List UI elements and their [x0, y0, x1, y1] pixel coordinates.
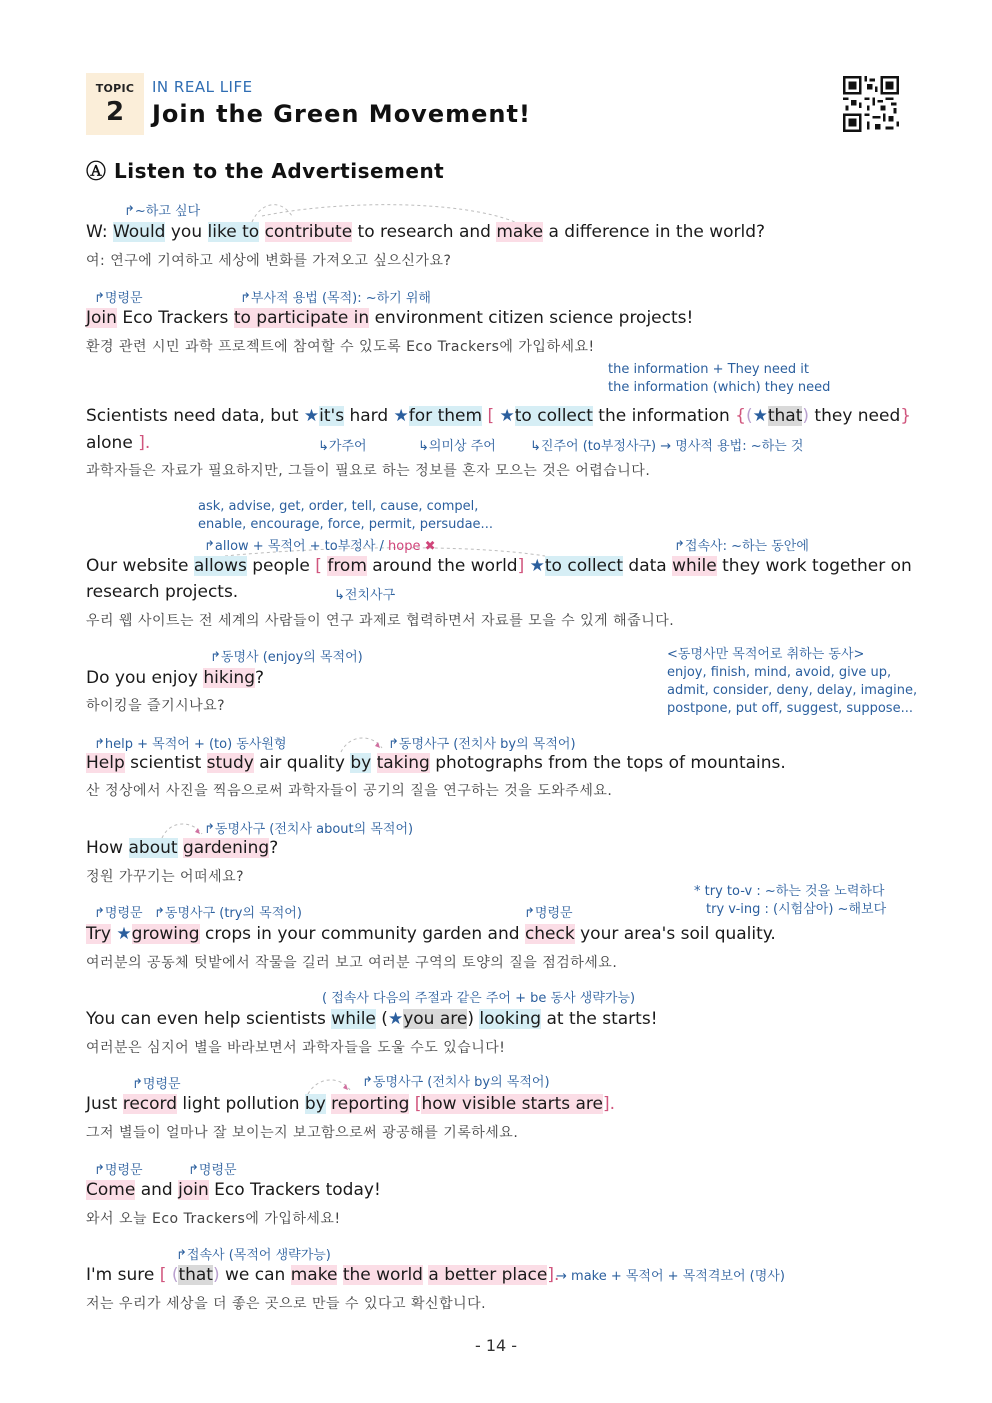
hl-about: about	[128, 838, 178, 858]
hl-its: it's	[319, 406, 345, 426]
paren-open: (	[745, 406, 753, 426]
star-icon: ★	[116, 924, 132, 944]
translation-10: 그저 별들이 얼마나 잘 보이는지 보고함으로써 광공해를 기록하세요.	[86, 1125, 519, 1141]
hl-study: study	[206, 753, 254, 773]
brace-open: {	[735, 406, 746, 426]
note-would-like: ↱~하고 싶다	[124, 204, 201, 219]
section-title: Listen to the Advertisement	[113, 159, 445, 183]
star-icon: ★	[752, 406, 768, 426]
note-imperative: ↱명령문	[94, 1163, 143, 1178]
sentence-3-cont	[86, 433, 150, 453]
note-gerund-enjoy: ↱동명사 (enjoy의 목적어)	[210, 650, 363, 665]
text: Do you enjoy	[86, 668, 204, 688]
translation-3: 과학자들은 자료가 필요하지만, 그들이 필요로 하는 정보를 혼자 모으는 것은 어렵습니다.	[86, 463, 651, 479]
text: we can	[219, 1265, 291, 1285]
note-imperative: ↱명령문	[94, 291, 143, 306]
hl-gardening: gardening	[182, 838, 270, 858]
hl-for-them: for them	[408, 406, 483, 426]
bracket-open: [	[315, 556, 322, 576]
cross-icon: ✖	[424, 539, 436, 554]
note-conjunction-that: ↱접속사 (목적어 생략가능)	[176, 1248, 331, 1263]
note-gerund-by: ↱동명사구 (전치사 by의 목적어)	[362, 1075, 550, 1090]
note-make-pattern: → make + 목적어 + 목적격보어 (명사)	[556, 1269, 785, 1284]
hl-join: Join	[86, 308, 117, 328]
hl-while: while	[331, 1009, 376, 1029]
translation-6: 산 정상에서 사진을 찍음으로써 과학자들이 공기의 질을 연구하는 것을 도와주세요.	[86, 783, 613, 799]
hl-better-place: a better place	[428, 1265, 548, 1285]
hl-you-are: you are	[403, 1009, 468, 1029]
gerund-box-line-1: enjoy, finish, mind, avoid, give up,	[667, 665, 892, 680]
note-imperative: ↱명령문	[188, 1163, 237, 1178]
hl-the-world: the world	[342, 1265, 423, 1285]
hl-taking: taking	[376, 753, 430, 773]
hl-from: from	[327, 556, 367, 576]
hl-looking: looking	[479, 1009, 542, 1029]
sentence-4	[86, 556, 912, 576]
hl-would: Would	[112, 222, 166, 242]
hl-try: Try	[86, 924, 111, 944]
bracket-open: [	[414, 1094, 422, 1114]
arrow-like-make	[262, 205, 515, 222]
note-verbs-2: enable, encourage, force, permit, persudae...	[198, 517, 493, 532]
bracket-open: [	[487, 406, 495, 426]
page-number: - 14 -	[474, 1336, 518, 1355]
sentence-1	[86, 222, 765, 242]
text: you	[165, 222, 208, 242]
gerund-verbs-box	[667, 646, 917, 718]
paren-close: )	[802, 406, 810, 426]
bracket-open: [	[159, 1265, 167, 1285]
note-try-ing: try v-ing : (시험삼아) ~해보다	[706, 902, 887, 917]
translation-7: 정원 가꾸기는 어떠세요?	[86, 869, 245, 885]
text	[371, 753, 376, 773]
note-dummy-subject: ↳가주어	[318, 439, 367, 454]
hl-help: Help	[86, 753, 125, 773]
bracket-close: ]	[517, 556, 525, 576]
hl-make: make	[496, 222, 544, 242]
text: (	[381, 1009, 388, 1029]
text: to research and	[352, 222, 497, 242]
sentence-6	[86, 753, 786, 773]
text: ↱allow + 목적어 + to부정사 /	[204, 539, 389, 554]
hl-while: while	[672, 556, 717, 576]
hl-join: join	[178, 1180, 209, 1200]
sentence-10	[86, 1094, 615, 1114]
text: data	[623, 556, 673, 576]
note-help-pattern: ↱help + 목적어 + (to) 동사원형	[94, 737, 287, 752]
arrow-by-reporting	[308, 1080, 350, 1094]
text: hard	[344, 406, 394, 426]
hl-that: that	[767, 406, 803, 426]
note-relative-2: the information (which) they need	[608, 380, 831, 395]
text: Eco Trackers	[116, 308, 234, 328]
hl-allows: allows	[193, 556, 247, 576]
note-imperative: ↱명령문	[524, 906, 573, 921]
text: your area's soil quality.	[574, 924, 776, 944]
hl-contribute: contribute	[264, 222, 353, 242]
hl-growing: growing	[131, 924, 200, 944]
topic-label: TOPIC	[95, 82, 135, 95]
text: the information	[592, 406, 736, 426]
gerund-box-title: <동명사만 목적어로 취하는 동사>	[667, 647, 865, 662]
text: Just	[86, 1094, 123, 1114]
star-icon: ★	[393, 406, 409, 426]
note-verbs-1: ask, advise, get, order, tell, cause, compel,	[198, 499, 479, 514]
text: environment citizen science projects!	[369, 308, 694, 328]
text: How	[86, 838, 129, 858]
text: a difference in the world?	[543, 222, 766, 242]
text: crops in your community garden and	[199, 924, 525, 944]
note-real-subject: ↳진주어 (to부정사구) → 명사적 용법: ~하는 것	[530, 439, 804, 454]
brace-close: }	[900, 406, 912, 426]
sentence-11	[86, 1180, 381, 1200]
star-icon: ★	[387, 1009, 404, 1029]
translation-9: 여러분은 심지어 별을 바라보면서 과학자들을 도울 수도 있습니다!	[86, 1040, 506, 1056]
hl-to-collect: to collect	[544, 556, 624, 576]
sentence-7	[86, 838, 278, 858]
text: air quality	[253, 753, 351, 773]
hl-by: by	[350, 753, 372, 773]
sentence-8	[86, 924, 776, 944]
hl-come: Come	[86, 1180, 136, 1200]
hl-to-participate: to participate in	[233, 308, 370, 328]
star-icon: ★	[529, 556, 545, 576]
note-try-to: * try to-v : ~하는 것을 노력하다	[694, 884, 885, 899]
sentence-12	[86, 1265, 559, 1285]
topic-subtitle: IN REAL LIFE	[152, 78, 253, 96]
note-gerund-try: ↱동명사구 (try의 목적어)	[154, 906, 302, 921]
text: I'm sure	[86, 1265, 160, 1285]
hl-like-to	[208, 222, 260, 242]
bracket-close: ].	[138, 433, 151, 453]
sentence-2	[86, 308, 693, 328]
text: people	[246, 556, 316, 576]
bracket-close: ].	[603, 1094, 616, 1114]
star-icon: ★	[499, 406, 515, 426]
translation-2: 환경 관련 시민 과학 프로젝트에 참여할 수 있도록 Eco Trackers에 가입하세요!	[86, 339, 595, 355]
text: Eco Trackers today!	[208, 1180, 381, 1200]
note-hope: hope	[388, 539, 421, 554]
star-icon: ★	[303, 406, 320, 426]
note-prep-phrase: ↳전치사구	[334, 588, 396, 603]
hl-hiking: hiking	[203, 668, 255, 688]
note-gerund-about: ↱동명사구 (전치사 about의 목적어)	[204, 822, 414, 837]
hl-by: by	[304, 1094, 326, 1114]
note-relative-1: the information + They need it	[608, 362, 809, 377]
translation-4: 우리 웹 사이트는 전 세계의 사람들이 연구 과제로 협력하면서 자료를 모을 수 있게 해줍니다.	[86, 613, 675, 629]
text: )	[467, 1009, 474, 1029]
text: scientist	[124, 753, 207, 773]
hl-record: record	[122, 1094, 178, 1114]
text: Scientists need data, but	[86, 406, 304, 426]
note-allow-pattern	[204, 535, 436, 554]
text: around the world	[366, 556, 518, 576]
text: alone	[86, 433, 139, 453]
text: ?	[255, 668, 265, 688]
text: to	[236, 222, 260, 242]
speaker: W:	[86, 222, 108, 242]
sentence-4-cont: research projects.	[86, 582, 239, 602]
note-conjunction-omission: ( 접속사 다음의 주절과 같은 주어 + be 동사 생략가능)	[322, 991, 636, 1006]
translation-5: 하이킹을 즐기시나요?	[86, 698, 226, 714]
text: Our website	[86, 556, 194, 576]
note-conjunction-while: ↱접속사: ~하는 동안에	[674, 539, 809, 554]
hl-that: that	[178, 1265, 213, 1285]
sentence-5	[86, 668, 264, 688]
text: You can even help scientists	[86, 1009, 332, 1029]
topic-number: 2	[105, 97, 125, 127]
text: they work together on	[716, 556, 912, 576]
translation-12: 저는 우리가 세상을 더 좋은 곳으로 만들 수 있다고 확신합니다.	[86, 1296, 487, 1312]
note-adverbial-purpose: ↱부사적 용법 (목적): ~하기 위해	[240, 291, 431, 306]
hl-make: make	[290, 1265, 338, 1285]
note-gerund-by: ↱동명사구 (전치사 by의 목적어)	[388, 737, 576, 752]
hl-how-visible: how visible starts are	[421, 1094, 604, 1114]
note-semantic-subject: ↳의미상 주어	[418, 439, 496, 454]
gerund-box-line-3: postpone, put off, suggest, suppose...	[667, 701, 913, 716]
sentence-9	[86, 1009, 658, 1029]
text: they need	[809, 406, 901, 426]
text: photographs from the tops of mountains.	[429, 753, 786, 773]
translation-11: 와서 오늘 Eco Trackers에 가입하세요!	[86, 1211, 341, 1227]
paren-close: )	[212, 1265, 220, 1285]
text	[259, 222, 264, 242]
hl-reporting: reporting	[331, 1094, 410, 1114]
bracket-close: ].	[547, 1265, 560, 1285]
topic-title: Join the Green Movement!	[152, 100, 531, 128]
text: at the starts!	[541, 1009, 658, 1029]
hl-check: check	[524, 924, 575, 944]
sentence-3	[86, 406, 911, 426]
section-marker: Ⓐ	[86, 159, 107, 183]
translation-1: 여: 연구에 기여하고 세상에 변화를 가져오고 싶으신가요?	[86, 253, 452, 269]
note-imperative: ↱명령문	[132, 1077, 181, 1092]
text: light pollution	[177, 1094, 305, 1114]
note-imperative: ↱명령문	[94, 906, 143, 921]
arrow-like-contribute	[252, 205, 292, 222]
translation-8: 여러분의 공동체 텃밭에서 작물을 길러 보고 여러분 구역의 토양의 질을 점검하세요.	[86, 955, 618, 971]
hl-to-collect: to collect	[514, 406, 593, 426]
text: ?	[269, 838, 279, 858]
gerund-box-line-2: admit, consider, deny, delay, imagine,	[667, 683, 918, 698]
text: like	[207, 222, 237, 242]
paren-open: (	[171, 1265, 179, 1285]
text: and	[135, 1180, 179, 1200]
